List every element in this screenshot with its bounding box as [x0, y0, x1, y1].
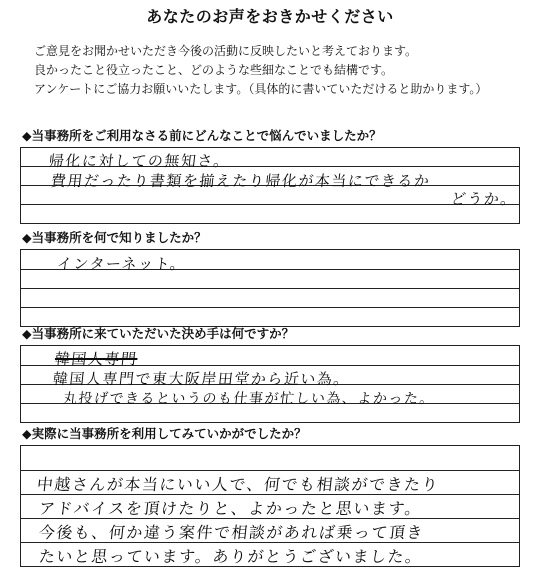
intro-text [34, 42, 534, 99]
answer-box [20, 445, 520, 567]
handwritten-answer: 今後も、何か違う案件で相談があれば乗って頂き [37, 523, 425, 542]
question-section-2 [20, 228, 520, 327]
answer-box [20, 147, 520, 224]
question-heading: ◆当事務所をご利用なさる前にどんなことで悩んでいましたか？ [22, 128, 382, 143]
handwritten-answer: どうか。 [450, 190, 518, 208]
crossed-out-answer: 韓国人専門 [54, 350, 139, 368]
question-heading: ◆実際に当事務所を利用してみていかがでしたか？ [22, 426, 307, 441]
handwritten-answer: 費用だったり書類を揃えたり帰化が本当にできるか [50, 172, 432, 190]
answer-box [20, 345, 520, 423]
answer-box [20, 249, 520, 327]
question-heading: ◆当事務所に来ていただいた決め手は何ですか？ [22, 326, 295, 341]
handwritten-answer: たいと思っています。ありがとうございました。 [37, 547, 424, 566]
intro-line: ご意見をお聞かせいただき今後の活動に反映したいと考えております。 [34, 44, 418, 58]
handwritten-answer: インターネット。 [56, 255, 188, 273]
page-title: あなたのお声をおきかせください [146, 7, 394, 26]
question-section-1 [20, 126, 520, 224]
handwritten-answer: 中越さんが本当にいい人で、何でも相談ができたり [35, 475, 441, 494]
handwritten-answer: 丸投げできるというのも仕事が忙しい為、よかった。 [62, 391, 436, 407]
question-section-3 [20, 324, 520, 423]
question-heading: ◆当事務所を何で知りましたか？ [22, 230, 207, 245]
handwritten-answer: 帰化に対しての無知さ。 [48, 152, 231, 170]
intro-line: アンケートにご協力お願いいたします。（具体的に書いていただけると助かります。） [34, 82, 488, 96]
question-section-4 [20, 424, 520, 567]
intro-line: 良かったこと役立ったこと、どのような些細なことでも結構です。 [34, 63, 394, 77]
handwritten-answer: アドバイスを頂けたりと、よかったと思います。 [37, 499, 424, 518]
handwritten-answer: 韓国人専門で東大阪岸田堂から近い為。 [52, 370, 351, 388]
